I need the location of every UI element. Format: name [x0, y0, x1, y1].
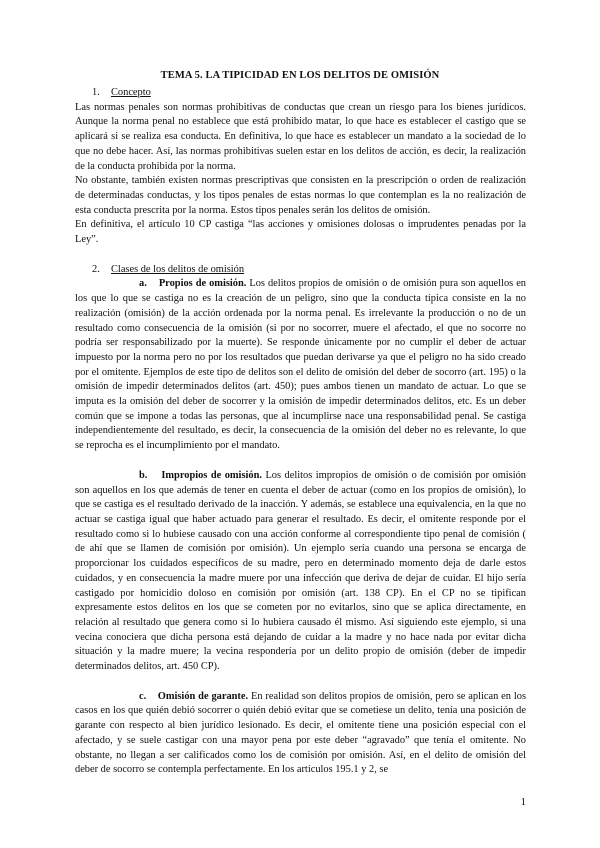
section-heading-clases: [75, 263, 526, 278]
subsection-title: Impropios de omisión.: [161, 469, 262, 481]
paragraph: Las normas penales son normas prohibitivas de conductas que crean un riesgo para los bienes jurídicos. Aunque la norma penal no establece que está prohibido matar, lo que hace es establecer el castigo que se aplicará si se realiza esa conducta. En definitiva, lo que hace es establecer un mandato a la sociedad de lo que no debe hacer. Así, las normas prohibitivas suelen estar en los delitos de acción, es decir, la realización de la conducta prohibida por la norma.: [75, 101, 526, 172]
section-number: 1.: [92, 87, 100, 98]
page-number: 1: [520, 796, 526, 808]
document-body: [75, 86, 526, 778]
subsection-garante: [75, 690, 526, 778]
subsection-label: c.: [139, 690, 147, 702]
section-title: Clases de los delitos de omisión: [111, 263, 245, 275]
subsection-title: Omisión de garante.: [157, 690, 249, 702]
document-title: TEMA 5. LA TIPICIDAD EN LOS DELITOS DE OMISIÓN: [160, 70, 440, 81]
paragraph: En definitiva, el artículo 10 CP castiga “las acciones y omisiones dolosas o imprudentes penadas por la Ley”.: [75, 219, 526, 246]
subsection-text: Los delitos impropios de omisión o de comisión por omisión son aquellos en los que además de tener en cuenta el deber de actuar (como en los propios de omisión), lo que se castiga es el resultado derivado de la inacción. Y además, se establece una equivalencia, en la que no actuar se castiga igual que haber actuado para generar el resultado. Es decir, el omitente responde por el resultado como si lo hubiese causado con una acción conforme al correspondiente tipo penal de comisión ( de ahí que se llamen de comisión por omisión). Un ejemplo sería cuando una persona se encarga de proporcionar los cuidados específicos de su madre, pero en determinado momento deja de darle estos cuidados, y en consecuencia la madre muere por una infección que deriva de dejar de cuidar. El hijo sería castigado por homicidio doloso en comisión por omisión (art. 138 CP). En el CP no se tipifican expresamente estos delitos en los que se cometen por no evitarlos, sino que se aplica directamente, en relación al resultado que genera como si lo hubiera causado él mismo. Así siguiendo este ejemplo, si una vecina conociera que dicha persona está dejando de cuidar a la madre y no hace nada por evitar dicha situación y la madre muere; la vecina respondería por un delito propio de omisión (deber de impedir determinados delitos, art. 450 CP).: [75, 469, 527, 673]
subsection-title: Propios de omisión.: [158, 278, 247, 290]
subsection-label: a.: [139, 278, 147, 290]
subsection-propios: [75, 277, 526, 453]
section-title: Concepto: [111, 87, 151, 98]
subsection-text: Los delitos propios de omisión o de omisión pura son aquellos en los que lo que se castiga no es la creación de un peligro, sino que la conducta típica consiste en la no realización (omisión) de la acción ordenada por la norma penal. Es irrelevante la producción o no de un resultado como consecuencia de la omisión (si por no socorrer, muere el afectado, el que no socorre no podría ser responsabilizado por la muerte). Se responde únicamente por no cumplir el deber de actuar impuesto por la norma pero no por los resultados que puedan derivarse ya que el peligro no ha sido creado por el omitente. Ejemplos de este tipo de delitos son el delito de omisión del deber de socorro (art. 195) o la omisión de impedir determinados delitos (art. 450); pues ambos tienen un mandato de actuar. Lo que se imputa es la omisión del deber de socorrer y la omisión de impedir determinados delitos, etc. Es un deber común que se impone a todas las personas, que al incumplirse nace una responsabilidad penal. Se castiga independientemente del resultado, es decir, la consecuencia de la omisión del deber no es relevante, lo que se reprocha es el incumplimiento por el mandato.: [75, 278, 526, 452]
subsection-label: b.: [139, 469, 148, 481]
section-number: 2.: [92, 263, 100, 275]
paragraph: No obstante, también existen normas prescriptivas que consisten en la prescripción o orden de realización de determinadas conductas, y los tipos penales de estas normas lo que contemplan es la no realización de esta conducta prescrita por la norma. Estos tipos penales serán los delitos de omisión.: [75, 175, 526, 216]
section-heading-concepto: [75, 86, 526, 101]
subsection-impropios: [75, 469, 526, 675]
subsection-text: En realidad son delitos propios de omisión, pero se aplican en los casos en los que quién debió socorrer o quién debió evitar que se cometiese un delito, tenía una posición de garante con respecto al bien jurídico lesionado. Es decir, el omitente tiene una posición especial con el afectado, y se suele castigar con una mayor pena por este deber “agravado” que tenía el omitente. No obstante, no llegan a ser calificados como los de comisión por omisión. Así, en el delito de omisión del deber de socorro se contempla perfectamente. En los artículos 195.1 y 2, se: [75, 690, 526, 776]
